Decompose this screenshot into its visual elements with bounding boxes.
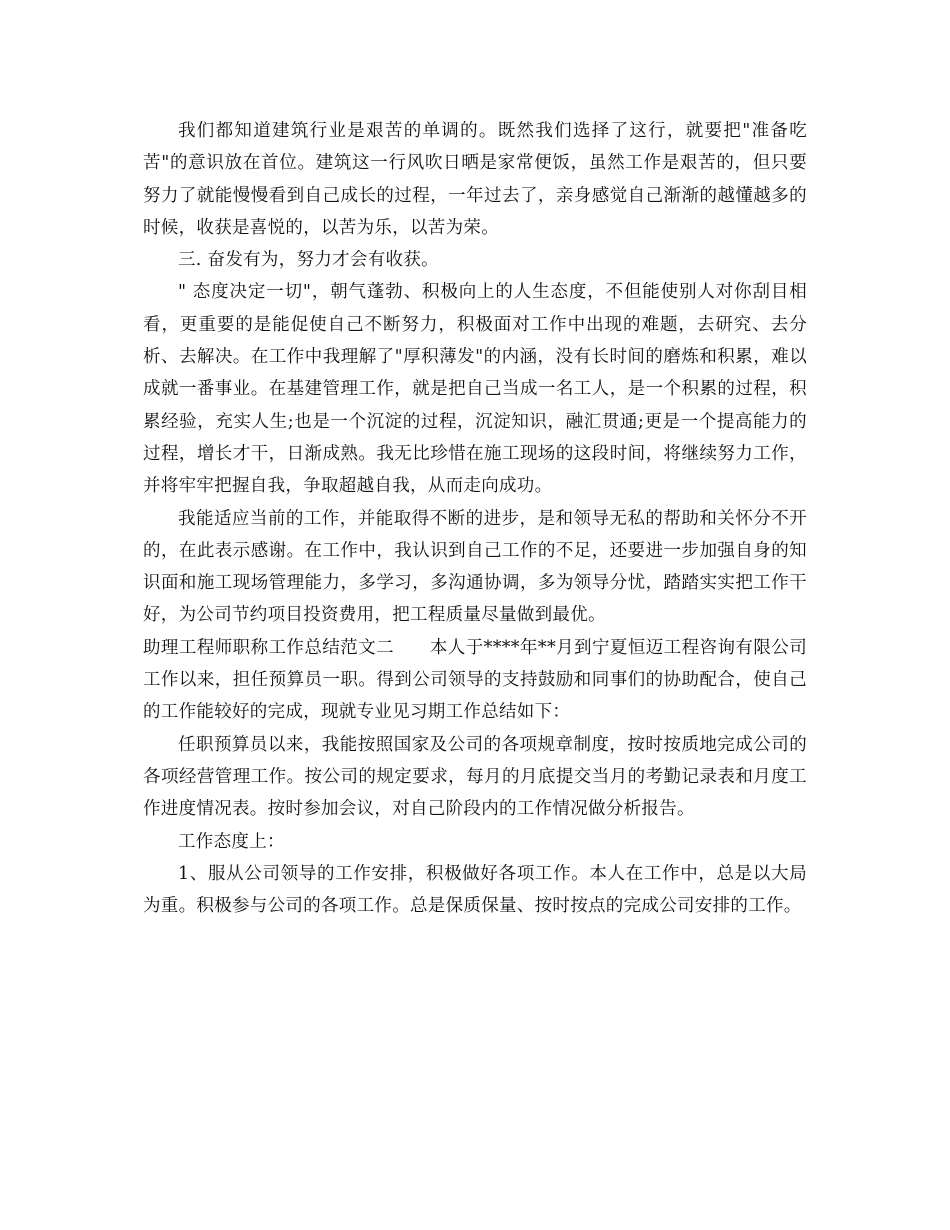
paragraph-thanks: 我能适应当前的工作，并能取得不断的进步，是和领导无私的帮助和关怀分不开的，在此表示感谢。在工作中，我认识到自己工作的不足，还要进一步加强自身的知识面和施工现场管理能力，多学习，多沟通协调，多为领导分忧，踏踏实实把工作干好，为公司节约项目投资费用，把工程质量尽量做到最优。 bbox=[143, 508, 807, 626]
paragraph-hardship: 我们都知道建筑行业是艰苦的单调的。既然我们选择了这行，就要把"准备吃苦"的意识放在首位。建筑这一行风吹日晒是家常便饭，虽然工作是艰苦的，但只要努力了就能慢慢看到自己成长的过程，一年过去了，亲身感觉自己渐渐的越懂越多的时候，收获是喜悦的，以苦为乐，以苦为荣。 bbox=[143, 121, 807, 238]
paragraph-sample-two-intro: 助理工程师职称工作总结范文二 本人于****年**月到宁夏恒迈工程咨询有限公司工作以来，担任预算员一职。得到公司领导的支持鼓励和同事们的协助配合，使自己的工作能较好的完成，现就专业见习期工作总结如下： bbox=[143, 637, 807, 723]
paragraph-item-one: 1、服从公司领导的工作安排，积极做好各项工作。本人在工作中，总是以大局为重。积极参与公司的各项工作。总是保质保量、按时按点的完成公司安排的工作。 bbox=[143, 863, 807, 917]
paragraph-budget-role: 任职预算员以来，我能按照国家及公司的各项规章制度，按时按质地完成公司的各项经营管理工作。按公司的规定要求，每月的月底提交当月的考勤记录表和月度工作进度情况表。按时参加会议，对自己阶段内的工作情况做分析报告。 bbox=[143, 734, 807, 820]
section-heading-three: 三. 奋发有为，努力才会有收获。 bbox=[178, 250, 439, 271]
subheading-work-attitude: 工作态度上： bbox=[178, 831, 285, 852]
document-body bbox=[143, 115, 807, 922]
paragraph-attitude: " 态度决定一切"，朝气蓬勃、积极向上的人生态度，不但能使别人对你刮目相看，更重要的是能促使自己不断努力，积极面对工作中出现的难题，去研究、去分析、去解决。在工作中我理解了"厚积薄发"的内涵，没有长时间的磨炼和积累，难以成就一番事业。在基建管理工作，就是把自己当成一名工人，是一个积累的过程，积累经验，充实人生;也是一个沉淀的过程，沉淀知识，融汇贯通;更是一个提高能力的过程，增长才干，日渐成熟。我无比珍惜在施工现场的这段时间，将继续努力工作，并将牢牢把握自我，争取超越自我，从而走向成功。 bbox=[143, 282, 807, 497]
